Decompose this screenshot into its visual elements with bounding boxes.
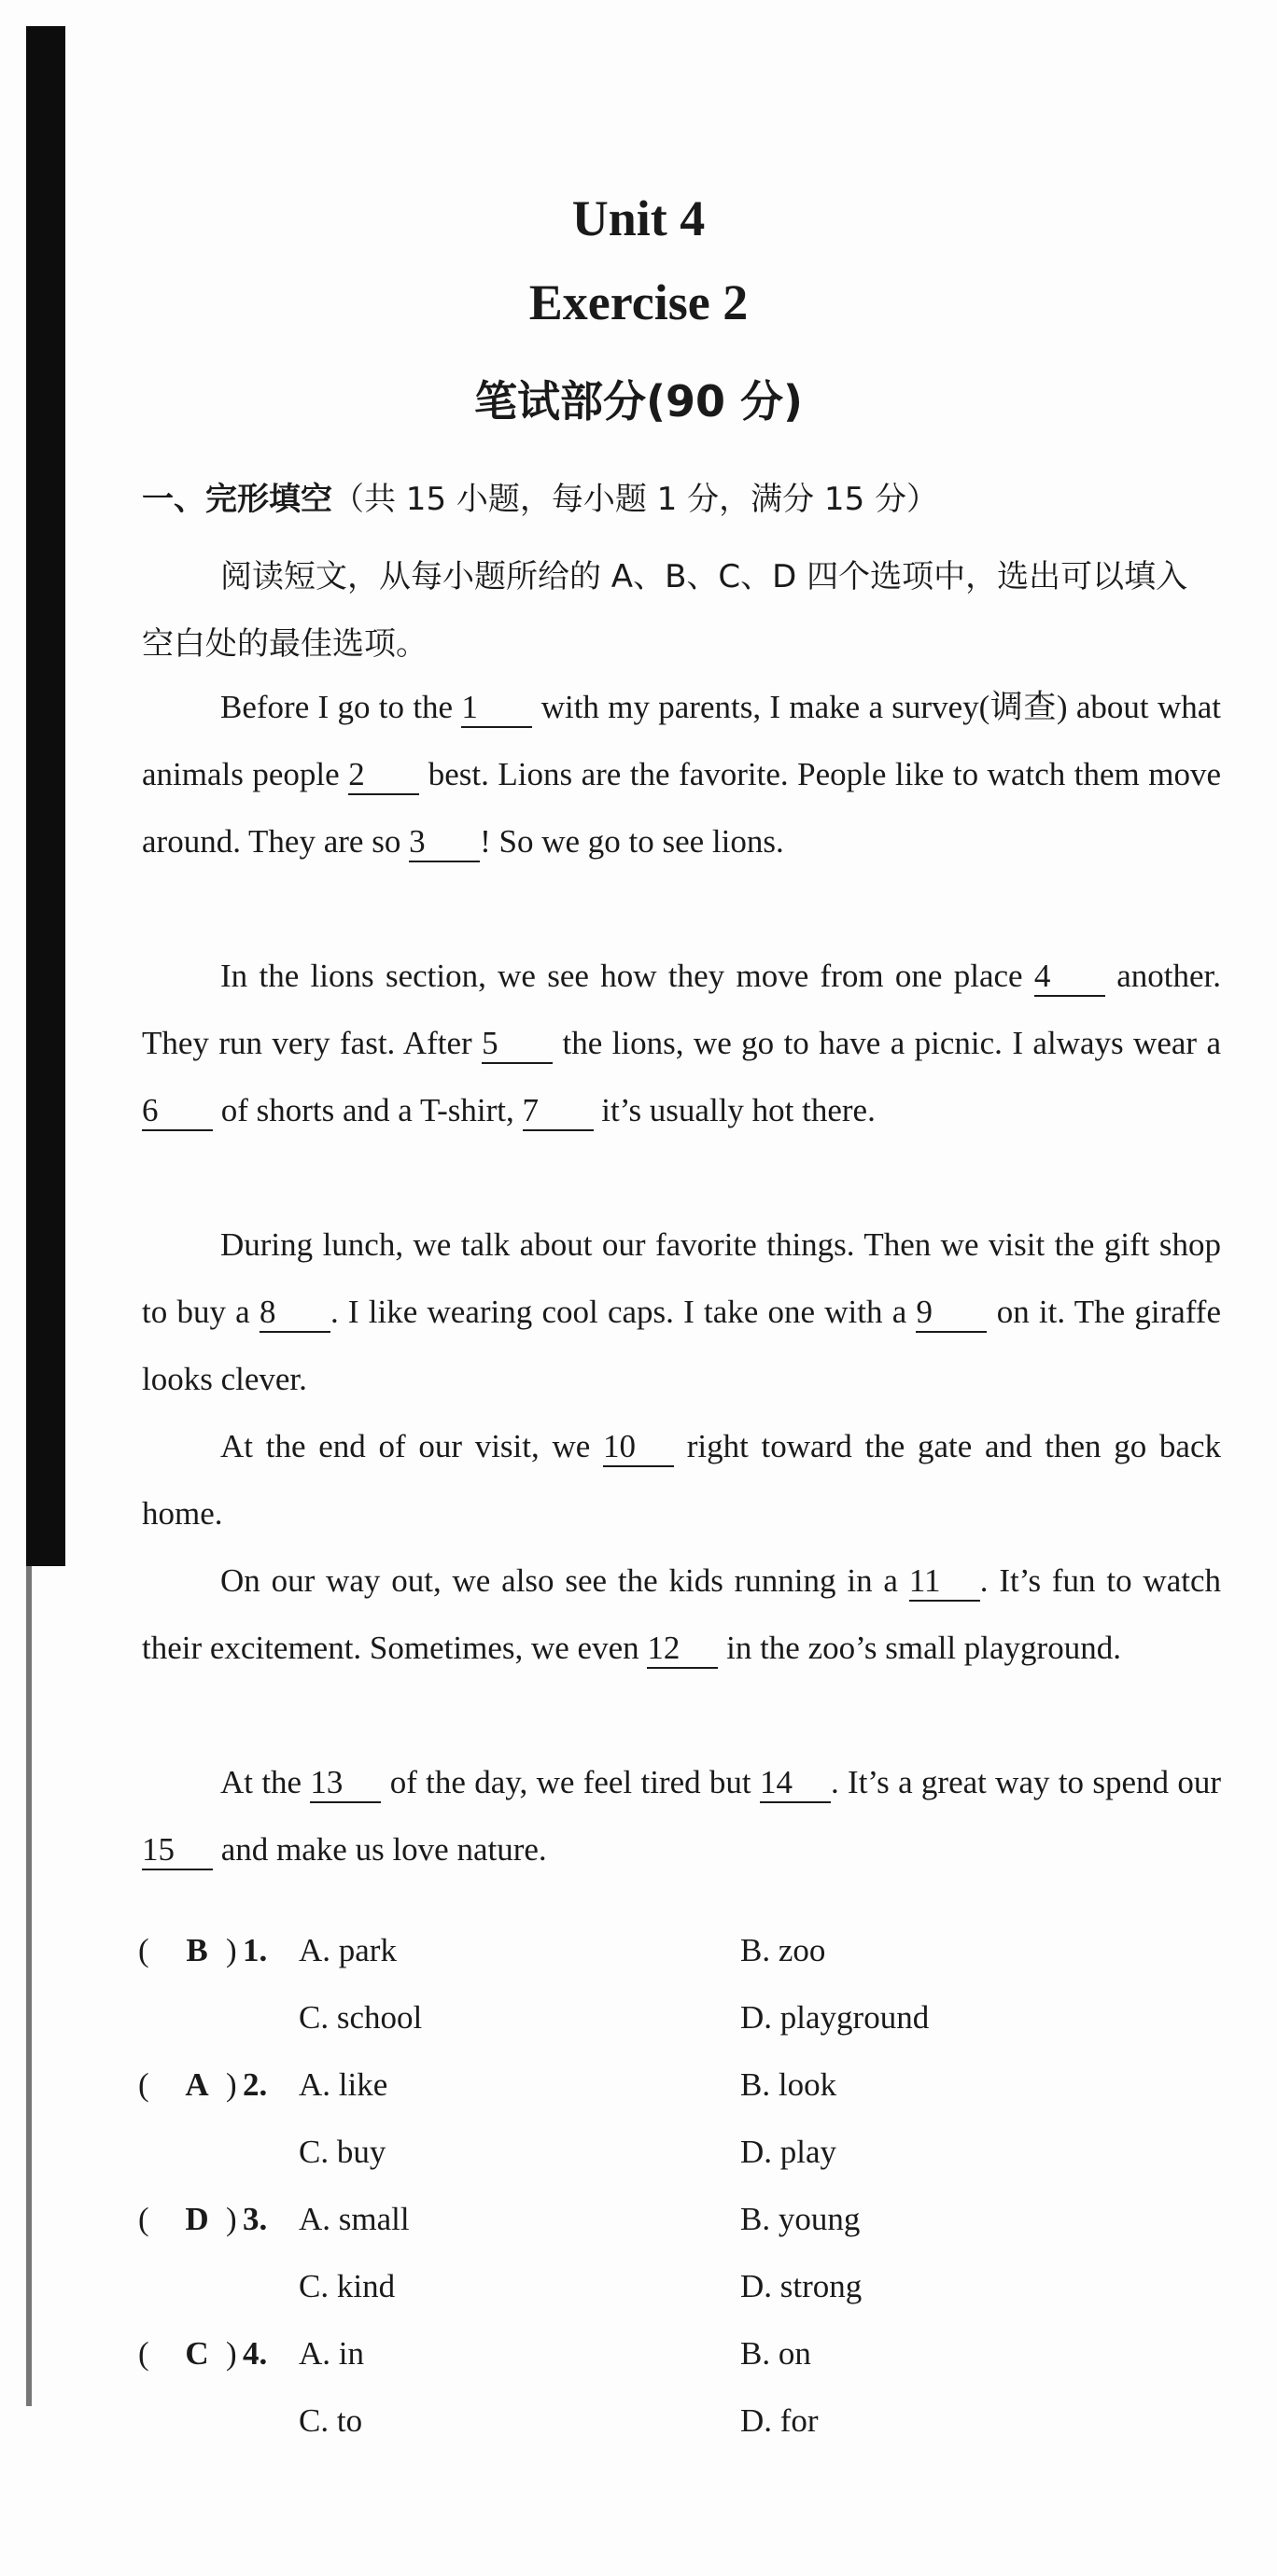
blank-3: 3 <box>409 823 480 862</box>
passage-paragraph-4 <box>142 1413 1221 1547</box>
question-2-row <box>138 2051 1221 2119</box>
blank-9: 9 <box>916 1294 987 1333</box>
passage-text: . It’s a great way to spend our <box>830 1764 1221 1800</box>
blank-11: 11 <box>909 1562 980 1602</box>
passage-paragraph-2 <box>142 943 1221 1144</box>
passage-text: it’s usually hot there. <box>593 1092 876 1128</box>
option-c: C. school <box>299 1999 423 2036</box>
passage-text: and make us love nature. <box>213 1831 547 1868</box>
answer-mark: A <box>185 2066 209 2103</box>
passage-paragraph-3 <box>142 1211 1221 1413</box>
option-b: B. look <box>740 2066 837 2103</box>
question-3-options-cd <box>138 2253 1221 2320</box>
blank-14: 14 <box>760 1764 831 1803</box>
option-a: A. park <box>299 1932 397 1968</box>
option-a: A. like <box>299 2066 388 2103</box>
passage-paragraph-6 <box>142 1749 1221 1883</box>
option-c: C. to <box>299 2402 363 2439</box>
passage-paragraph-1 <box>142 674 1221 875</box>
passage-text: of the day, we feel tired but <box>381 1764 760 1800</box>
option-d: D. for <box>740 2402 819 2439</box>
answer-paren-close: ) <box>226 1932 237 1968</box>
answer-paren-open: ( <box>138 2066 149 2103</box>
question-1-options-cd <box>138 1984 1221 2051</box>
answer-paren-open: ( <box>138 1932 149 1968</box>
answer-paren-open: ( <box>138 2201 149 2237</box>
passage-text: with my parents, I make a survey(调查) about what animals people <box>142 689 1221 792</box>
answer-mark: C <box>185 2335 209 2372</box>
question-number: 2. <box>243 2066 268 2103</box>
unit-title: Unit 4 <box>571 190 706 246</box>
option-d: D. playground <box>740 1999 930 2036</box>
blank-12: 12 <box>647 1630 718 1669</box>
passage-paragraph-5 <box>142 1547 1221 1682</box>
passage-text: Before I go to the <box>220 689 462 725</box>
part-heading <box>142 476 938 523</box>
blank-6: 6 <box>142 1092 213 1131</box>
passage-text: On our way out, we also see the kids running in a <box>220 1562 909 1599</box>
option-c: C. kind <box>299 2268 396 2304</box>
passage-text: on it. The giraffe looks clever. <box>142 1294 1221 1397</box>
passage-text: ! So we go to see lions. <box>480 823 784 860</box>
scan-binding-edge-tail <box>26 1566 32 2406</box>
option-b: B. zoo <box>740 1932 826 1968</box>
answer-mark: D <box>185 2201 209 2237</box>
blank-13: 13 <box>310 1764 381 1803</box>
question-4-options-cd <box>138 2387 1221 2455</box>
question-2-options-cd <box>138 2119 1221 2186</box>
passage-text: At the <box>220 1764 311 1800</box>
question-3-row <box>138 2186 1221 2253</box>
exercise-title: Exercise 2 <box>528 274 749 330</box>
answer-paren-open: ( <box>138 2335 149 2372</box>
passage-text: In the lions section, we see how they move from one place <box>220 958 1034 994</box>
answer-paren-close: ) <box>226 2066 237 2103</box>
passage-text: the lions, we go to have a picnic. I always wear a <box>553 1025 1221 1061</box>
blank-1: 1 <box>461 689 532 728</box>
option-a: A. small <box>299 2201 410 2237</box>
passage-text: At the end of our visit, we <box>220 1428 604 1464</box>
passage-text: best. Lions are the favorite. People like to watch them move around. They are so <box>142 756 1221 860</box>
passage-text: right toward the gate and then go back home. <box>142 1428 1221 1532</box>
passage-text: in the zoo’s small playground. <box>718 1630 1121 1666</box>
blank-10: 10 <box>603 1428 674 1467</box>
blank-4: 4 <box>1034 958 1105 997</box>
part-heading-label: 一、完形填空 <box>142 481 332 518</box>
question-number: 4. <box>243 2335 268 2372</box>
blank-7: 7 <box>523 1092 594 1131</box>
option-a: A. in <box>299 2335 364 2372</box>
option-d: D. strong <box>740 2268 863 2304</box>
question-number: 1. <box>243 1932 268 1968</box>
option-b: B. young <box>740 2201 861 2237</box>
section-title: 笔试部分(90 分) <box>473 376 804 427</box>
option-d: D. play <box>740 2134 837 2170</box>
question-number: 3. <box>243 2201 268 2237</box>
instructions: 阅读短文，从每小题所给的 A、B、C、D 四个选项中，选出可以填入空白处的最佳选项。 <box>142 558 1188 663</box>
blank-8: 8 <box>260 1294 330 1333</box>
answer-paren-close: ) <box>226 2201 237 2237</box>
question-4-row <box>138 2320 1221 2387</box>
passage-text: During lunch, we talk about our favorite things. Then we visit the gift shop to buy a <box>142 1226 1221 1330</box>
passage-text: . I like wearing cool caps. I take one with a <box>330 1294 917 1330</box>
answer-paren-close: ) <box>226 2335 237 2372</box>
part-heading-note: （共 15 小题，每小题 1 分，满分 15 分） <box>332 481 939 518</box>
question-1-row <box>138 1917 1221 1984</box>
option-b: B. on <box>740 2335 811 2372</box>
passage-text: . It’s fun to watch their excitement. Sometimes, we even <box>142 1562 1221 1666</box>
option-c: C. buy <box>299 2134 386 2170</box>
blank-2: 2 <box>348 756 419 795</box>
passage-text: of shorts and a T-shirt, <box>213 1092 523 1128</box>
blank-5: 5 <box>482 1025 553 1064</box>
passage-text: another. They run very fast. After <box>142 958 1221 1061</box>
answer-mark: B <box>186 1932 208 1968</box>
scan-binding-edge <box>26 26 65 1566</box>
blank-15: 15 <box>142 1831 213 1870</box>
